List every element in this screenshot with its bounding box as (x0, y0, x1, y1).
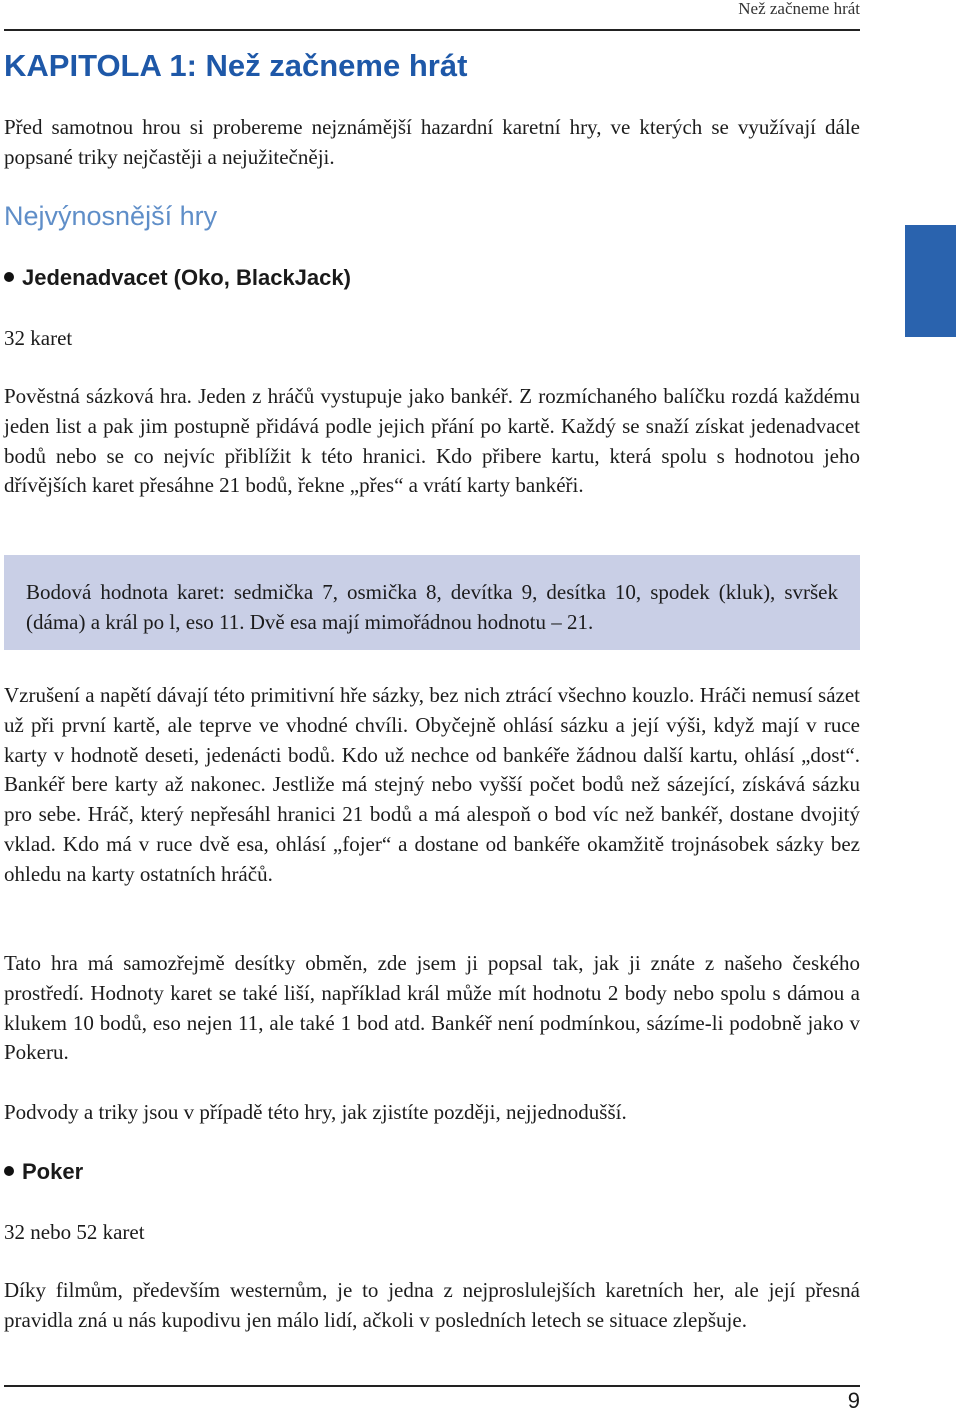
game-heading-label: Jedenadvacet (Oko, BlackJack) (22, 265, 351, 290)
game-heading-blackjack (4, 263, 351, 293)
chapter-title: KAPITOLA 1: Než začneme hrát (4, 48, 468, 83)
running-head-text: Než začneme hrát (738, 0, 860, 18)
card-values-note (4, 555, 860, 650)
footer-rule (4, 1385, 860, 1387)
poker-paragraph-1: Díky filmům, především westernům, je to jedna z nejproslulejších karetních her, ale její přesná pravidla zná u nás kupodivu jen málo lidí, ačkoli v posledních letech se situace zlepšuje. (4, 1278, 860, 1332)
section-title: Nejvýnosnější hry (4, 201, 218, 231)
blackjack-paragraph-1: Pověstná sázková hra. Jeden z hráčů vystupuje jako bankéř. Z rozmíchaného balíčku rozdá každému jeden list a pak jim postupně přidává podle jejich přání po kartě. Každý se snaží získat jedenadvacet bodů nebo se co nejvíc přiblížit k této hranici. Kdo přibere kartu, která spolu s hodnotou jeho dřívějších karet přesáhne 21 bodů, řekne „přes“ a vrátí karty bankéři. (4, 384, 860, 498)
game-heading-label: Poker (22, 1159, 84, 1184)
card-count-blackjack: 32 karet (4, 326, 73, 350)
card-count-poker: 32 nebo 52 karet (4, 1220, 145, 1244)
blackjack-paragraph-2: Vzrušení a napětí dávají této primitivní hře sázky, bez nich ztrácí všechno kouzlo. Hráči nemusí sázet už při první kartě, ale teprve ve vhodné chvíli. Obyčejně ohlásí sázku a její výši, když mají v ruce karty v hodnotě deseti, jedenácti bodů. Kdo už nechce od bankéře žádnou další kartu, ohlásí „dost“. Bankéř bere karty až nakonec. Jestliže má stejný nebo vyšší počet bodů než sázející, získává sázku pro sebe. Hráč, který nepřesáhl hranici 21 bodů a má alespoň o bod víc než bankéř, dostane dvojitý vklad. Kdo má v ruce dvě esa, ohlásí „fojer“ a dostane od bankéře okamžitě trojnásobek sázky bez ohledu na karty ostatních hráčů. (4, 683, 860, 886)
chapter-tab-marker (905, 225, 956, 337)
running-head (4, 0, 860, 31)
card-values-note-text: Bodová hodnota karet: sedmička 7, osmička 8, devítka 9, desítka 10, spodek (kluk), svršek (dáma) a král po l, eso 11. Dvě esa mají mimořádnou hodnotu – 21. (26, 580, 838, 634)
bullet-icon (4, 272, 14, 282)
intro-paragraph: Před samotnou hrou si probereme nejznámější hazardní karetní hry, ve kterých se využívají dále popsané triky nejčastěji a nejužitečněji. (4, 115, 860, 169)
page-number: 9 (847, 1388, 860, 1413)
bullet-icon (4, 1166, 14, 1176)
blackjack-paragraph-3: Tato hra má samozřejmě desítky obměn, zde jsem ji popsal tak, jak ji znáte z našeho českého prostředí. Hodnoty karet se také liší, například král může mít hodnotu 2 body nebo spolu s dámou a klukem 10 bodů, eso nejen 11, ale také 1 bod atd. Bankéř není podmínkou, sázíme-li podobně jako v Pokeru. (4, 951, 860, 1065)
game-heading-poker (4, 1157, 83, 1187)
blackjack-paragraph-4: Podvody a triky jsou v případě této hry, jak zjistíte později, nejjednodušší. (4, 1100, 627, 1124)
